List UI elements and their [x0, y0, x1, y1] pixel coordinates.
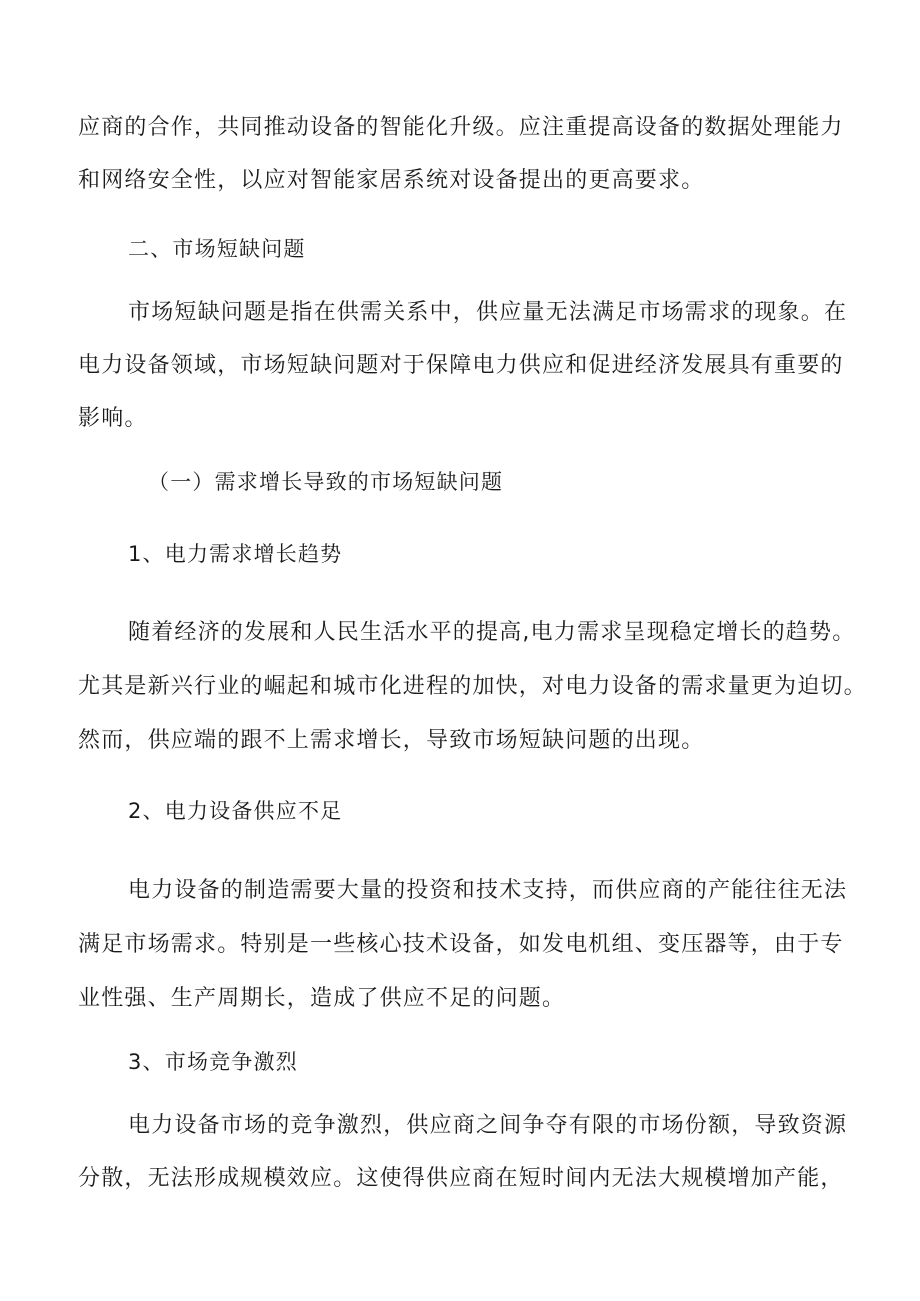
paragraph-line: 市场短缺问题是指在供需关系中，供应量无法满足市场需求的现象。在 — [128, 300, 848, 325]
paragraph-line: 然而，供应端的跟不上需求增长，导致市场短缺问题的出现。 — [78, 728, 705, 753]
item-heading: 2、电力设备供应不足 — [128, 799, 343, 823]
section-heading: 二、市场短缺问题 — [128, 237, 306, 261]
item-heading: 1、电力需求增长趋势 — [128, 542, 343, 566]
paragraph-line: 应商的合作，共同推动设备的智能化升级。应注重提高设备的数据处理能力 — [78, 115, 844, 140]
subsection-heading: （一）需求增长导致的市场短缺问题 — [148, 470, 504, 494]
paragraph-line: 业性强、生产周期长，造成了供应不足的问题。 — [78, 986, 566, 1011]
paragraph-line: 电力设备市场的竞争激烈，供应商之间争夺有限的市场份额，导致资源 — [128, 1113, 848, 1138]
paragraph-line: 随着经济的发展和人民生活水平的提高,电力需求呈现稳定增长的趋势。 — [128, 620, 856, 645]
paragraph-line: 分散，无法形成规模效应。这使得供应商在短时间内无法大规模增加产能， — [78, 1166, 844, 1191]
paragraph-line: 满足市场需求。特别是一些核心技术设备，如发电机组、变压器等，由于专 — [78, 932, 844, 957]
paragraph-line: 电力设备的制造需要大量的投资和技术支持，而供应商的产能往往无法 — [128, 878, 848, 903]
paragraph-line: 影响。 — [78, 406, 148, 431]
item-heading: 3、市场竞争激烈 — [128, 1050, 298, 1074]
paragraph-line: 和网络安全性，以应对智能家居系统对设备提出的更高要求。 — [78, 168, 705, 193]
paragraph-line: 尤其是新兴行业的崛起和城市化进程的加快，对电力设备的需求量更为迫切。 — [78, 674, 867, 699]
paragraph-line: 电力设备领域，市场短缺问题对于保障电力供应和促进经济发展具有重要的 — [78, 353, 844, 378]
